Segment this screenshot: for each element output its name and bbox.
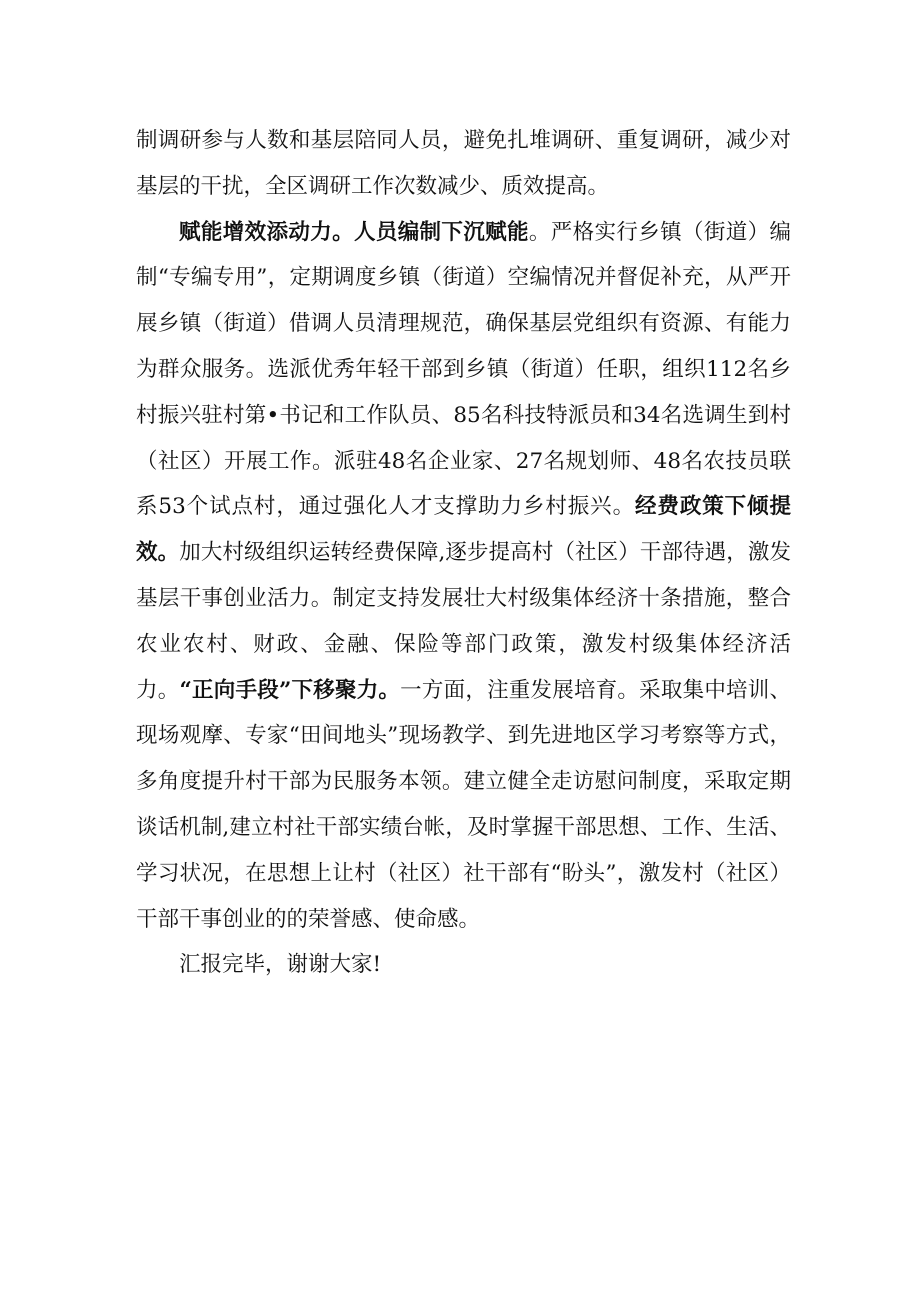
closing-remark	[136, 942, 791, 988]
paragraph-empowerment	[136, 210, 791, 943]
paragraph-text-positive-means: 一方面，注重发展培育。采取集中培训、现场观摩、专家“田间地头”现场教学、到先进地区学习考察等方式，多角度提升村干部为民服务本领。建立健全走访慰问制度，采取定期谈话机制,建立村社干部实绩台帐，及时掌握干部思想、工作、生活、学习状况，在思想上让村（社区）社干部有“盼头”，激发村（社区）干部干事创业的的荣誉感、使命感。	[136, 677, 791, 932]
paragraph-text-staffing: 。严格实行乡镇（街道）编制“专编专用”，定期调度乡镇（街道）空编情况并督促补充，从严开展乡镇（街道）借调人员清理规范，确保基层党组织有资源、有能力为群众服务。选派优秀年轻干部到乡镇（街道）任职，组织112名乡村振兴驻村第•书记和工作队员、85名科技特派员和34名选调生到村（社区）开展工作。派驻48名企业家、27名规划师、48名农技员联系53个试点村，通过强化人才支撑助力乡村振兴。	[136, 219, 791, 520]
subheading-positive-means: “正向手段”下移聚力。	[179, 677, 401, 703]
closing-text: 汇报完毕，谢谢大家!	[179, 952, 382, 978]
paragraph-research-reduction	[136, 118, 791, 210]
subheading-staffing: 人员编制下沉赋能	[353, 219, 529, 245]
document-body	[136, 118, 791, 988]
paragraph-text-funding: 加大村级组织运转经费保障,逐步提高村（社区）干部待遇，激发基层干事创业活力。制定支持发展壮大村级集体经济十条措施，整合农业农村、财政、金融、保险等部门政策，激发村级集体经济活力。	[136, 540, 791, 703]
subheading-funding: 经费政策下倾提效。	[136, 494, 791, 566]
section-heading-empowerment: 赋能增效添动力。	[179, 219, 354, 245]
paragraph-text: 制调研参与人数和基层陪同人员，避免扎堆调研、重复调研，减少对基层的干扰，全区调研工作次数减少、质效提高。	[136, 128, 791, 199]
